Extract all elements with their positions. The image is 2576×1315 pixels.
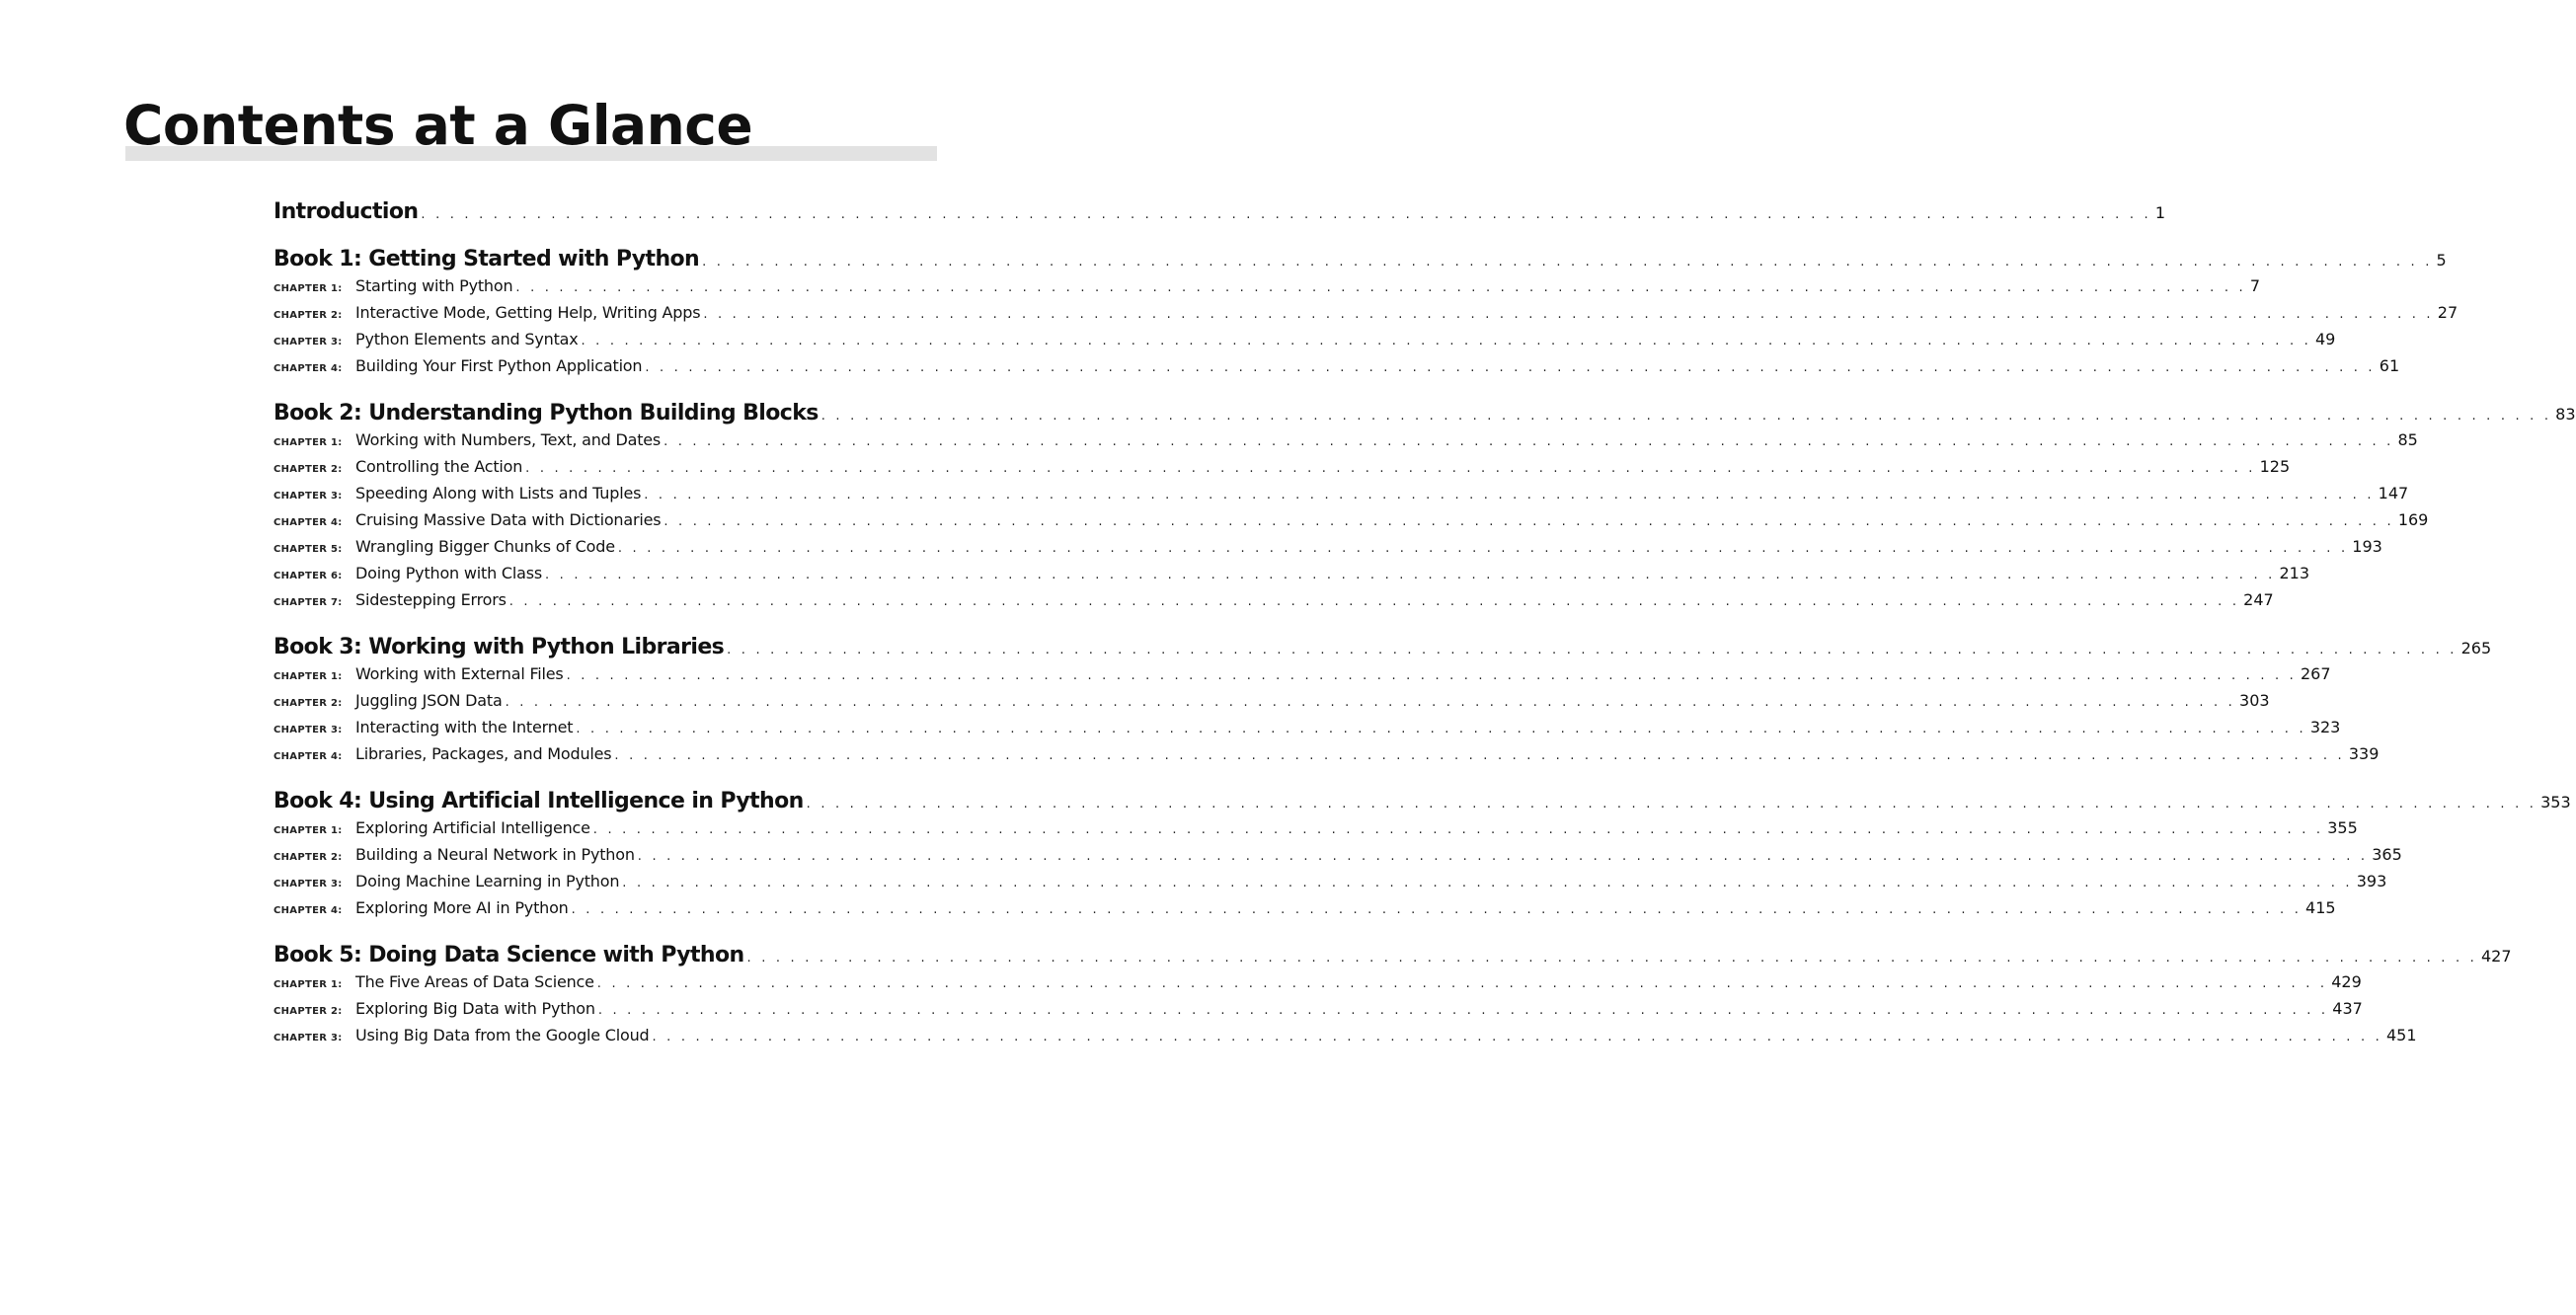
- toc-chapter-number: CHAPTER 3:: [273, 491, 343, 502]
- toc-chapter[interactable]: [273, 303, 2459, 325]
- toc-chapter-title: Interacting with the Internet: [355, 718, 574, 736]
- toc-chapter-number: CHAPTER 1:: [273, 283, 343, 294]
- dot-leader: . . . . . . . . . . . . . . . . . . . . . . . . . . . . . . . . . . . . . . . . . . . . . . . . . . . . . . . . . . . . . . . . . . . . . . . . . . . . . . . . . . . . . . . . . . . . . . . . . . . . . . . . . . . . . . . . . . . . . . . .: [664, 514, 2394, 529]
- dot-leader: . . . . . . . . . . . . . . . . . . . . . . . . . . . . . . . . . . . . . . . . . . . . . . . . . . . . . . . . . . . . . . . . . . . . . . . . . . . . . . . . . . . . . . . . . . . . . . . . . . . . . . . . . . . . . . . . . . . . . . . .: [617, 541, 2349, 556]
- dot-leader: . . . . . . . . . . . . . . . . . . . . . . . . . . . . . . . . . . . . . . . . . . . . . . . . . . . . . . . . . . . . . . . . . . . . . . . . . . . . . . . . . . . . . . . . . . . . . . . . . . . . . . . . . . . . . . . . . . . . . . . .: [645, 360, 2376, 375]
- toc-chapter[interactable]: [273, 430, 2418, 452]
- toc-chapter-title: The Five Areas of Data Science: [355, 972, 594, 991]
- toc-book-title: Book 1: Getting Started with Python: [273, 247, 700, 271]
- toc-chapter[interactable]: [273, 484, 2409, 505]
- toc-chapter-number: CHAPTER 1:: [273, 825, 343, 836]
- toc-introduction-page: 1: [2154, 203, 2166, 222]
- toc-chapter-title: Doing Python with Class: [355, 564, 543, 582]
- toc-chapter-title: Working with External Files: [355, 664, 564, 683]
- toc-chapter[interactable]: [273, 564, 2309, 585]
- dot-leader: . . . . . . . . . . . . . . . . . . . . . . . . . . . . . . . . . . . . . . . . . . . . . . . . . . . . . . . . . . . . . . . . . . . . . . . . . . . . . . . . . . . . . . . . . . . . . . . . . . . . . . . . . . . . . . . . . . . . . . . .: [820, 409, 2552, 424]
- toc-chapter[interactable]: [273, 537, 2382, 559]
- toc-chapter-number: CHAPTER 1:: [273, 979, 343, 990]
- dot-leader: . . . . . . . . . . . . . . . . . . . . . . . . . . . . . . . . . . . . . . . . . . . . . . . . . . . . . . . . . . . . . . . . . . . . . . . . . . . . . . . . . . . . . . . . . . . . . . . . . . . . . . . . . . . . . . . . . . . . . . . .: [421, 207, 2151, 222]
- dot-leader: . . . . . . . . . . . . . . . . . . . . . . . . . . . . . . . . . . . . . . . . . . . . . . . . . . . . . . . . . . . . . . . . . . . . . . . . . . . . . . . . . . . . . . . . . . . . . . . . . . . . . . . . . . . . . . . . . . . . . . . .: [644, 488, 2375, 503]
- toc-chapter-number: CHAPTER 3:: [273, 337, 343, 348]
- toc-introduction-title: Introduction: [273, 199, 419, 224]
- dot-leader: . . . . . . . . . . . . . . . . . . . . . . . . . . . . . . . . . . . . . . . . . . . . . . . . . . . . . . . . . . . . . . . . . . . . . . . . . . . . . . . . . . . . . . . . . . . . . . . . . . . . . . . . . . . . . . . . . . . . . . . .: [566, 668, 2297, 683]
- toc-book-4[interactable]: [273, 789, 2571, 818]
- dot-leader: . . . . . . . . . . . . . . . . . . . . . . . . . . . . . . . . . . . . . . . . . . . . . . . . . . . . . . . . . . . . . . . . . . . . . . . . . . . . . . . . . . . . . . . . . . . . . . . . . . . . . . . . . . . . . . . . . . . . . . . .: [571, 902, 2303, 917]
- toc-chapter-number: CHAPTER 4:: [273, 363, 343, 374]
- toc-chapter-number: CHAPTER 1:: [273, 671, 343, 682]
- toc-chapter-number: CHAPTER 6:: [273, 571, 343, 581]
- dot-leader: . . . . . . . . . . . . . . . . . . . . . . . . . . . . . . . . . . . . . . . . . . . . . . . . . . . . . . . . . . . . . . . . . . . . . . . . . . . . . . . . . . . . . . . . . . . . . . . . . . . . . . . . . . . . . . . . . . . . . . . .: [746, 951, 2477, 966]
- toc-book-page: 353: [2540, 793, 2571, 812]
- toc-chapter-title: Building a Neural Network in Python: [355, 845, 635, 864]
- toc-chapter-number: CHAPTER 2:: [273, 310, 343, 321]
- toc-chapter-number: CHAPTER 4:: [273, 751, 343, 762]
- toc-chapter-page: 303: [2239, 691, 2270, 710]
- toc-chapter[interactable]: [273, 718, 2341, 739]
- toc-chapter-title: Exploring Artificial Intelligence: [355, 818, 590, 837]
- dot-leader: . . . . . . . . . . . . . . . . . . . . . . . . . . . . . . . . . . . . . . . . . . . . . . . . . . . . . . . . . . . . . . . . . . . . . . . . . . . . . . . . . . . . . . . . . . . . . . . . . . . . . . . . . . . . . . . . . . . . . . . .: [581, 334, 2311, 348]
- page-title: Contents at a Glance: [123, 94, 753, 157]
- toc-chapter-number: CHAPTER 1:: [273, 437, 343, 448]
- toc-chapter[interactable]: [273, 510, 2429, 532]
- dot-leader: . . . . . . . . . . . . . . . . . . . . . . . . . . . . . . . . . . . . . . . . . . . . . . . . . . . . . . . . . . . . . . . . . . . . . . . . . . . . . . . . . . . . . . . . . . . . . . . . . . . . . . . . . . . . . . . . . . . . . . . .: [592, 822, 2324, 837]
- toc-chapter-title: Interactive Mode, Getting Help, Writing Apps: [355, 303, 701, 322]
- toc-chapter-page: 7: [2249, 276, 2261, 295]
- dot-leader: . . . . . . . . . . . . . . . . . . . . . . . . . . . . . . . . . . . . . . . . . . . . . . . . . . . . . . . . . . . . . . . . . . . . . . . . . . . . . . . . . . . . . . . . . . . . . . . . . . . . . . . . . . . . . . . . . . . . . . . .: [525, 461, 2256, 476]
- toc-chapter-page: 147: [2378, 484, 2409, 503]
- toc-book-title: Book 2: Understanding Python Building Blocks: [273, 401, 819, 425]
- dot-leader: . . . . . . . . . . . . . . . . . . . . . . . . . . . . . . . . . . . . . . . . . . . . . . . . . . . . . . . . . . . . . . . . . . . . . . . . . . . . . . . . . . . . . . . . . . . . . . . . . . . . . . . . . . . . . . . . . . . . . . . .: [637, 849, 2369, 864]
- toc-chapter[interactable]: [273, 1026, 2417, 1047]
- toc-chapter-title: Controlling the Action: [355, 457, 523, 476]
- toc-chapter-number: CHAPTER 2:: [273, 1006, 343, 1017]
- toc-chapter-page: 49: [2314, 330, 2336, 348]
- toc-introduction[interactable]: [273, 199, 2166, 229]
- toc-book-title: Book 3: Working with Python Libraries: [273, 635, 725, 659]
- toc-chapter-page: 267: [2301, 664, 2331, 683]
- dot-leader: . . . . . . . . . . . . . . . . . . . . . . . . . . . . . . . . . . . . . . . . . . . . . . . . . . . . . . . . . . . . . . . . . . . . . . . . . . . . . . . . . . . . . . . . . . . . . . . . . . . . . . . . . . . . . . . . . . . . . . . .: [622, 876, 2353, 890]
- toc-chapter-number: CHAPTER 4:: [273, 905, 343, 916]
- toc-chapter-title: Sidestepping Errors: [355, 590, 507, 609]
- toc-chapter-page: 365: [2372, 845, 2402, 864]
- toc-chapter-page: 213: [2279, 564, 2309, 582]
- toc-chapter[interactable]: [273, 744, 2380, 766]
- toc-book-1[interactable]: [273, 247, 2447, 276]
- toc-chapter-title: Using Big Data from the Google Cloud: [355, 1026, 650, 1044]
- toc-book-page: 427: [2480, 947, 2512, 966]
- toc-chapter-title: Working with Numbers, Text, and Dates: [355, 430, 662, 449]
- dot-leader: . . . . . . . . . . . . . . . . . . . . . . . . . . . . . . . . . . . . . . . . . . . . . . . . . . . . . . . . . . . . . . . . . . . . . . . . . . . . . . . . . . . . . . . . . . . . . . . . . . . . . . . . . . . . . . . . . . . . . . . .: [515, 280, 2246, 295]
- toc-chapter[interactable]: [273, 999, 2363, 1021]
- toc-chapter-title: Exploring More AI in Python: [355, 898, 569, 917]
- dot-leader: . . . . . . . . . . . . . . . . . . . . . . . . . . . . . . . . . . . . . . . . . . . . . . . . . . . . . . . . . . . . . . . . . . . . . . . . . . . . . . . . . . . . . . . . . . . . . . . . . . . . . . . . . . . . . . . . . . . . . . . .: [702, 255, 2433, 270]
- toc-chapter-page: 61: [2379, 356, 2400, 375]
- toc-chapter-title: Cruising Massive Data with Dictionaries: [355, 510, 662, 529]
- toc-chapter-title: Juggling JSON Data: [355, 691, 503, 710]
- toc-chapter[interactable]: [273, 845, 2402, 867]
- toc-chapter-number: CHAPTER 3:: [273, 879, 343, 890]
- toc-chapter[interactable]: [273, 872, 2387, 893]
- dot-leader: . . . . . . . . . . . . . . . . . . . . . . . . . . . . . . . . . . . . . . . . . . . . . . . . . . . . . . . . . . . . . . . . . . . . . . . . . . . . . . . . . . . . . . . . . . . . . . . . . . . . . . . . . . . . . . . . . . . . . . . .: [727, 643, 2458, 658]
- toc-chapter-page: 27: [2437, 303, 2459, 322]
- toc-chapter-title: Python Elements and Syntax: [355, 330, 579, 348]
- toc-chapter-number: CHAPTER 7:: [273, 597, 343, 608]
- dot-leader: . . . . . . . . . . . . . . . . . . . . . . . . . . . . . . . . . . . . . . . . . . . . . . . . . . . . . . . . . . . . . . . . . . . . . . . . . . . . . . . . . . . . . . . . . . . . . . . . . . . . . . . . . . . . . . . . . . . . . . . .: [703, 307, 2434, 322]
- toc-chapter-page: 247: [2243, 590, 2274, 609]
- toc-chapter[interactable]: [273, 691, 2270, 713]
- toc-chapter-title: Exploring Big Data with Python: [355, 999, 595, 1018]
- toc-book-3[interactable]: [273, 635, 2492, 664]
- toc-chapter-title: Libraries, Packages, and Modules: [355, 744, 612, 763]
- toc-chapter-page: 437: [2332, 999, 2363, 1018]
- dot-leader: . . . . . . . . . . . . . . . . . . . . . . . . . . . . . . . . . . . . . . . . . . . . . . . . . . . . . . . . . . . . . . . . . . . . . . . . . . . . . . . . . . . . . . . . . . . . . . . . . . . . . . . . . . . . . . . . . . . . . . . .: [614, 748, 2345, 763]
- page-header: [125, 91, 937, 162]
- toc-book-page: 83: [2555, 405, 2576, 424]
- toc-chapter-number: CHAPTER 2:: [273, 698, 343, 709]
- toc-chapter-number: CHAPTER 2:: [273, 852, 343, 863]
- toc-chapter[interactable]: [273, 972, 2362, 994]
- dot-leader: . . . . . . . . . . . . . . . . . . . . . . . . . . . . . . . . . . . . . . . . . . . . . . . . . . . . . . . . . . . . . . . . . . . . . . . . . . . . . . . . . . . . . . . . . . . . . . . . . . . . . . . . . . . . . . . . . . . . . . . .: [505, 695, 2236, 710]
- toc-chapter[interactable]: [273, 818, 2358, 840]
- toc-chapter[interactable]: [273, 457, 2291, 479]
- dot-leader: . . . . . . . . . . . . . . . . . . . . . . . . . . . . . . . . . . . . . . . . . . . . . . . . . . . . . . . . . . . . . . . . . . . . . . . . . . . . . . . . . . . . . . . . . . . . . . . . . . . . . . . . . . . . . . . . . . . . . . . .: [508, 594, 2240, 609]
- dot-leader: . . . . . . . . . . . . . . . . . . . . . . . . . . . . . . . . . . . . . . . . . . . . . . . . . . . . . . . . . . . . . . . . . . . . . . . . . . . . . . . . . . . . . . . . . . . . . . . . . . . . . . . . . . . . . . . . . . . . . . . .: [576, 722, 2306, 736]
- toc-chapter[interactable]: [273, 664, 2331, 686]
- toc-chapter-number: CHAPTER 2:: [273, 464, 343, 475]
- toc-chapter-title: Wrangling Bigger Chunks of Code: [355, 537, 615, 556]
- dot-leader: . . . . . . . . . . . . . . . . . . . . . . . . . . . . . . . . . . . . . . . . . . . . . . . . . . . . . . . . . . . . . . . . . . . . . . . . . . . . . . . . . . . . . . . . . . . . . . . . . . . . . . . . . . . . . . . . . . . . . . . .: [597, 1003, 2329, 1018]
- toc-chapter-title: Starting with Python: [355, 276, 513, 295]
- dot-leader: . . . . . . . . . . . . . . . . . . . . . . . . . . . . . . . . . . . . . . . . . . . . . . . . . . . . . . . . . . . . . . . . . . . . . . . . . . . . . . . . . . . . . . . . . . . . . . . . . . . . . . . . . . . . . . . . . . . . . . . .: [664, 434, 2394, 449]
- toc-chapter-page: 169: [2397, 510, 2429, 529]
- toc-chapter-page: 355: [2327, 818, 2358, 837]
- toc-chapter-page: 393: [2356, 872, 2387, 890]
- toc-chapter[interactable]: [273, 276, 2261, 298]
- toc-chapter-number: CHAPTER 3:: [273, 1033, 343, 1044]
- toc-chapter-page: 323: [2309, 718, 2341, 736]
- toc-chapter-page: 193: [2352, 537, 2382, 556]
- toc-chapter-page: 85: [2397, 430, 2418, 449]
- toc-chapter-number: CHAPTER 4:: [273, 517, 343, 528]
- toc-book-title: Book 5: Doing Data Science with Python: [273, 943, 744, 967]
- toc-chapter[interactable]: [273, 356, 2400, 378]
- toc-book-title: Book 4: Using Artificial Intelligence in Python: [273, 789, 804, 813]
- toc-book-2[interactable]: [273, 401, 2576, 430]
- toc-chapter-title: Speeding Along with Lists and Tuples: [355, 484, 642, 503]
- toc-chapter-number: CHAPTER 5:: [273, 544, 343, 555]
- toc-chapter-title: Building Your First Python Application: [355, 356, 643, 375]
- toc-chapter-page: 125: [2259, 457, 2291, 476]
- dot-leader: . . . . . . . . . . . . . . . . . . . . . . . . . . . . . . . . . . . . . . . . . . . . . . . . . . . . . . . . . . . . . . . . . . . . . . . . . . . . . . . . . . . . . . . . . . . . . . . . . . . . . . . . . . . . . . . . . . . . . . . .: [545, 568, 2276, 582]
- toc-book-5[interactable]: [273, 943, 2512, 972]
- toc-chapter-page: 415: [2305, 898, 2336, 917]
- toc-chapter[interactable]: [273, 590, 2274, 612]
- toc-chapter-page: 451: [2385, 1026, 2417, 1044]
- toc-book-page: 265: [2460, 639, 2492, 658]
- toc-book-page: 5: [2436, 251, 2447, 270]
- dot-leader: . . . . . . . . . . . . . . . . . . . . . . . . . . . . . . . . . . . . . . . . . . . . . . . . . . . . . . . . . . . . . . . . . . . . . . . . . . . . . . . . . . . . . . . . . . . . . . . . . . . . . . . . . . . . . . . . . . . . . . . .: [806, 797, 2537, 812]
- dot-leader: . . . . . . . . . . . . . . . . . . . . . . . . . . . . . . . . . . . . . . . . . . . . . . . . . . . . . . . . . . . . . . . . . . . . . . . . . . . . . . . . . . . . . . . . . . . . . . . . . . . . . . . . . . . . . . . . . . . . . . . .: [652, 1030, 2382, 1044]
- toc-chapter-title: Doing Machine Learning in Python: [355, 872, 620, 890]
- dot-leader: . . . . . . . . . . . . . . . . . . . . . . . . . . . . . . . . . . . . . . . . . . . . . . . . . . . . . . . . . . . . . . . . . . . . . . . . . . . . . . . . . . . . . . . . . . . . . . . . . . . . . . . . . . . . . . . . . . . . . . . .: [596, 976, 2328, 991]
- toc-chapter[interactable]: [273, 330, 2336, 351]
- toc-chapter-page: 429: [2331, 972, 2362, 991]
- toc-chapter-number: CHAPTER 3:: [273, 725, 343, 735]
- toc-chapter-page: 339: [2348, 744, 2380, 763]
- toc-chapter[interactable]: [273, 898, 2336, 920]
